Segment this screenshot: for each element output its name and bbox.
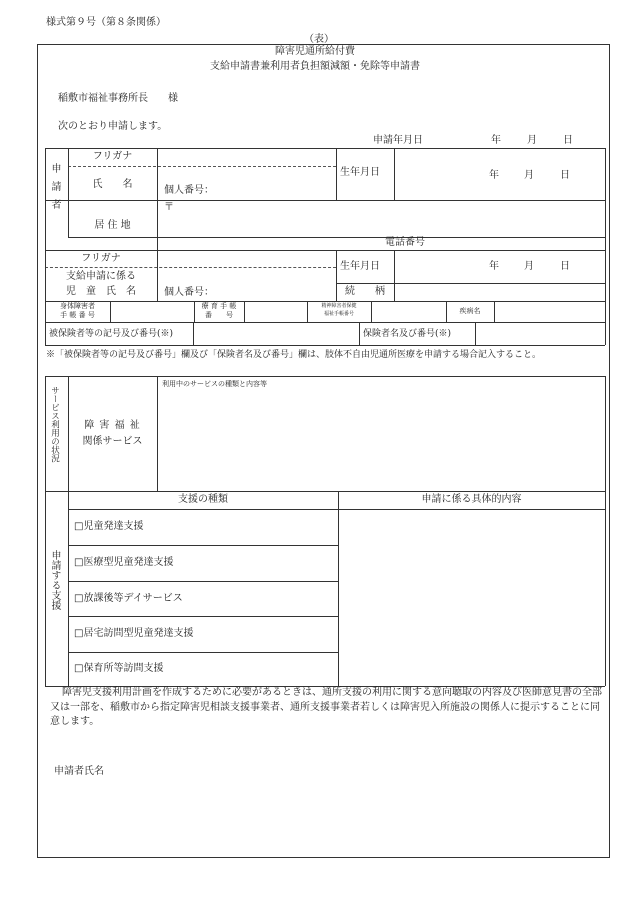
child-birth-day-unit: 日 [560,261,570,272]
support-option-after-school-day-service[interactable]: □放課後等デイサービス [74,593,183,604]
support-type-header: 支援の種類 [178,494,228,505]
form-title-line1: 障害児通所給付費 [275,46,355,57]
physical-handbook-input[interactable] [111,302,193,321]
physical-handbook-label-line1: 身体障害者 [60,302,95,310]
applicant-section-label: 申請者 [49,163,60,217]
applicant-phone-input[interactable] [440,238,604,249]
rehab-handbook-input[interactable] [245,302,306,321]
physical-handbook-label-line2: 手 帳 番 号 [60,311,95,319]
child-furigana-label: フリガナ [81,253,121,264]
consent-statement: 障害児支援利用計画を作成するために必要があるときは、通所支援の利用に関する意向聴取の内容及び医師意見書の全部又は一部を、稲敷市から指定障害児相談支援事業者、通所支援事業者若しくは障害児入所施設の関係人に提示することに同意します。 [50,687,602,727]
date-month-unit: 月 [527,135,537,146]
date-field[interactable] [432,133,542,147]
support-section-label: 申請する支援 [49,550,60,610]
welfare-service-label-line2: 関係サービス [82,436,143,447]
disease-input[interactable] [495,302,604,321]
applicant-address-input[interactable] [158,201,604,236]
signature-input[interactable] [120,762,420,780]
applicant-birth-year-unit: 年 [489,170,499,181]
mental-handbook-label-line2: 福祉手帳番号 [323,311,354,317]
applicant-birthdate-label: 生年月日 [340,167,380,178]
mental-handbook-input[interactable] [372,302,445,321]
applicant-name-input[interactable] [158,168,335,199]
child-furigana-input[interactable] [158,251,335,266]
child-birthdate-input[interactable] [395,251,604,282]
insurance-note: ※「被保険者等の記号及び番号」欄及び「保険者名及び番号」欄は、肢体不自由児通所医療を申請する場合記入すること。 [46,350,542,360]
date-day-unit: 日 [563,135,573,146]
child-name-label-line2: 児 童 氏 名 [66,286,136,297]
applicant-personal-number-label: 個人番号： [164,185,214,196]
applicant-birth-month-unit: 月 [524,170,534,181]
disease-label: 疾病名 [459,307,481,315]
rehab-handbook-label-line2: 番 号 [205,311,233,319]
insured-symbol-input[interactable] [194,323,358,344]
addressee: 稲敷市福祉事務所長 様 [58,93,178,104]
child-birthdate-label: 生年月日 [340,261,380,272]
service-status-section-label: サービス利用の状況 [49,386,60,463]
welfare-service-label-line1: 障 害 福 祉 [84,420,141,431]
child-birth-year-unit: 年 [489,261,499,272]
applicant-furigana-input[interactable] [158,149,335,165]
request-text: 次のとおり申請します。 [58,121,168,132]
support-option-home-visit-child-development[interactable]: □居宅訪問型児童発達支援 [74,628,194,639]
postal-mark: 〒 [164,202,174,213]
child-name-label-line1: 支給申請に係る [66,271,136,282]
date-year-unit: 年 [491,135,501,146]
rehab-handbook-label-line1: 療 育 手 帳 [201,302,237,310]
applicant-phone-label: 電話番号 [385,237,425,248]
applicant-address-label: 居 住 地 [94,220,131,231]
signature-label: 申請者氏名 [54,766,104,777]
insurer-label: 保険者名及び番号(※) [363,329,452,339]
service-detail-input[interactable] [158,392,604,490]
form-title-line2: 支給申請書兼利用者負担額減額・免除等申請書 [210,61,420,72]
support-option-medical-child-development[interactable]: □医療型児童発達支援 [74,557,174,568]
mental-handbook-label-line1: 精神障害者保健 [321,303,357,309]
support-details-header: 申請に係る具体的内容 [421,494,522,505]
applicant-name-label: 氏 名 [92,179,133,190]
support-option-child-development[interactable]: □児童発達支援 [74,521,144,532]
date-label: 申請年月日 [373,135,423,146]
side-label: （表） [304,34,334,45]
insurer-input[interactable] [476,323,604,344]
insured-symbol-label: 被保険者等の記号及び番号(※) [49,329,174,339]
service-detail-label: 利用中のサービスの種類と内容等 [162,380,267,388]
child-relationship-input[interactable] [395,284,604,300]
child-birth-month-unit: 月 [524,261,534,272]
form-number: 様式第９号（第８条関係） [46,17,166,28]
support-details-input[interactable] [339,510,604,685]
child-relationship-label: 続 柄 [345,286,385,297]
applicant-birth-day-unit: 日 [560,170,570,181]
applicant-birthdate-input[interactable] [395,149,604,199]
support-option-nursery-visit-support[interactable]: □保育所等訪問支援 [74,663,164,674]
child-personal-number-label: 個人番号： [164,287,214,298]
applicant-furigana-label: フリガナ [92,151,133,162]
child-name-input[interactable] [158,268,335,300]
